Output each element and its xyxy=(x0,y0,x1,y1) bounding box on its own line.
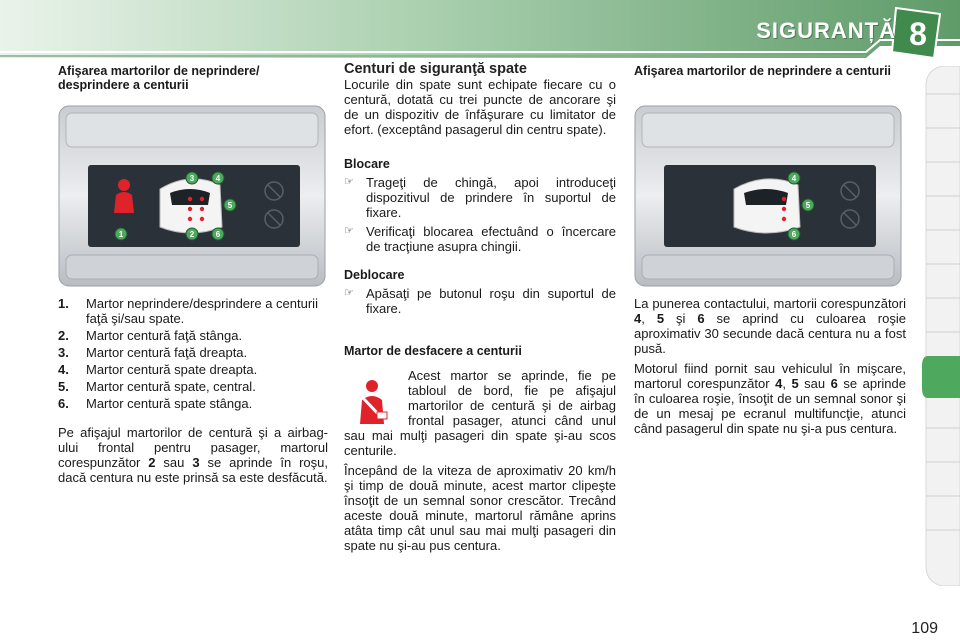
martor-block xyxy=(344,368,616,553)
page-header xyxy=(0,0,960,62)
list-item: 6. Martor centură spate stânga. xyxy=(58,396,253,411)
list-item: 4. Martor centură spate dreapta. xyxy=(58,362,258,377)
marker-label: 1 xyxy=(118,230,124,239)
marker-label: 5 xyxy=(227,201,233,210)
seatbelt-display-illustration-rear xyxy=(634,105,902,287)
list-item: 2. Martor centură faţă stânga. xyxy=(58,328,243,343)
marker-label: 4 xyxy=(791,174,797,183)
list-item: 3. Martor centură faţă dreapta. xyxy=(58,345,248,360)
martor-paragraph-1: Acest martor se aprinde, fie pe tabloul de bord, fie pe afişajul martorilor de centură şi de airbag frontal pasager, atunci când unul sau mai mulţi pasageri din spate şi-au scos centurile. xyxy=(344,368,616,458)
deblocare-heading: Deblocare xyxy=(344,268,405,282)
car-top-view-icon xyxy=(734,179,800,233)
marker-label: 3 xyxy=(189,174,195,183)
middle-column xyxy=(344,62,616,553)
right-column xyxy=(634,64,906,78)
chapter-side-tabs[interactable] xyxy=(920,66,960,586)
list-item: ☞ Verificaţi blocarea efectuând o încercare de tracţiune asupra chingii. xyxy=(344,224,616,254)
left-heading: Afişarea martorilor de neprindere/ desprindere a centurii xyxy=(58,64,260,92)
right-paragraph-2: Motorul fiind pornit sau vehiculul în mişcare, martorul corespunzător 4, 5 sau 6 se aprinde în culoarea roşie, însoţit de un semnal sonor şi de un mesaj pe ecranul multifuncţie, atunci când pasagerul din spate nu şi-a pus centura. xyxy=(634,361,907,436)
page-number: 109 xyxy=(911,620,938,637)
intro-paragraph: Locurile din spate sunt echipate fiecare cu o centură, dotată cu trei puncte de ancorare şi de un dispozitiv de înfăşurare cu limitator de efort. (exceptând pasagerul din centru spate). xyxy=(344,77,616,137)
left-column xyxy=(58,64,328,92)
martor-paragraph-2: Începând de la viteza de aproximativ 20 km/h şi timp de două minute, acest martor clipeşte însoţit de un semnal sonor crescător. Trecând aceste două minute, martorul rămâne aprins atâta timp cât unul sau mai mulţi pasageri din spate nu şi-au pus centura. xyxy=(344,463,616,553)
list-item: 5. Martor centură spate, central. xyxy=(58,379,256,394)
left-items xyxy=(58,296,328,485)
right-heading: Afişarea martorilor de neprindere a centurii xyxy=(634,64,892,78)
marker-label: 6 xyxy=(791,230,797,239)
list-item: 1. Martor neprindere/desprindere a centurii faţă şi/sau spate. xyxy=(58,296,318,326)
seatbelt-display-illustration-front xyxy=(58,105,326,287)
chapter-title: SIGURANȚĂ xyxy=(756,18,896,43)
car-top-view-icon xyxy=(160,179,222,233)
marker-label: 4 xyxy=(215,174,221,183)
right-paragraph-1: La punerea contactului, martorii corespunzători 4, 5 şi 6 se aprind cu culoarea roşie aproximativ 30 secunde dacă centura nu a fost pusă. xyxy=(634,296,906,356)
arrow-bullet-icon: ☞ xyxy=(344,225,354,237)
marker-label: 6 xyxy=(215,230,221,239)
martor-heading: Martor de desfacere a centurii xyxy=(344,344,522,358)
list-item: ☞ Trageţi de chingă, apoi introduceţi dispozitivul de prindere în suportul de fixare. xyxy=(344,175,616,220)
blocare-heading: Blocare xyxy=(344,157,390,171)
seatbelt-unfastened-icon xyxy=(350,378,396,428)
arrow-bullet-icon: ☞ xyxy=(344,176,354,188)
right-text xyxy=(634,296,906,436)
chapter-number: 8 xyxy=(909,15,927,52)
marker-label: 2 xyxy=(189,230,195,239)
list-item: ☞ Apăsaţi pe butonul roşu din suportul de fixare. xyxy=(344,286,616,316)
left-paragraph: Pe afişajul martorilor de centură şi a airbag-ului frontal pentru pasager, martorul corespunzător 2 sau 3 se aprinde în roşu, dacă centura nu este prinsă sa este desfăcută. xyxy=(58,425,329,485)
section-title: Centuri de siguranţă spate xyxy=(344,61,527,77)
marker-label: 5 xyxy=(805,201,811,210)
arrow-bullet-icon: ☞ xyxy=(344,287,354,299)
